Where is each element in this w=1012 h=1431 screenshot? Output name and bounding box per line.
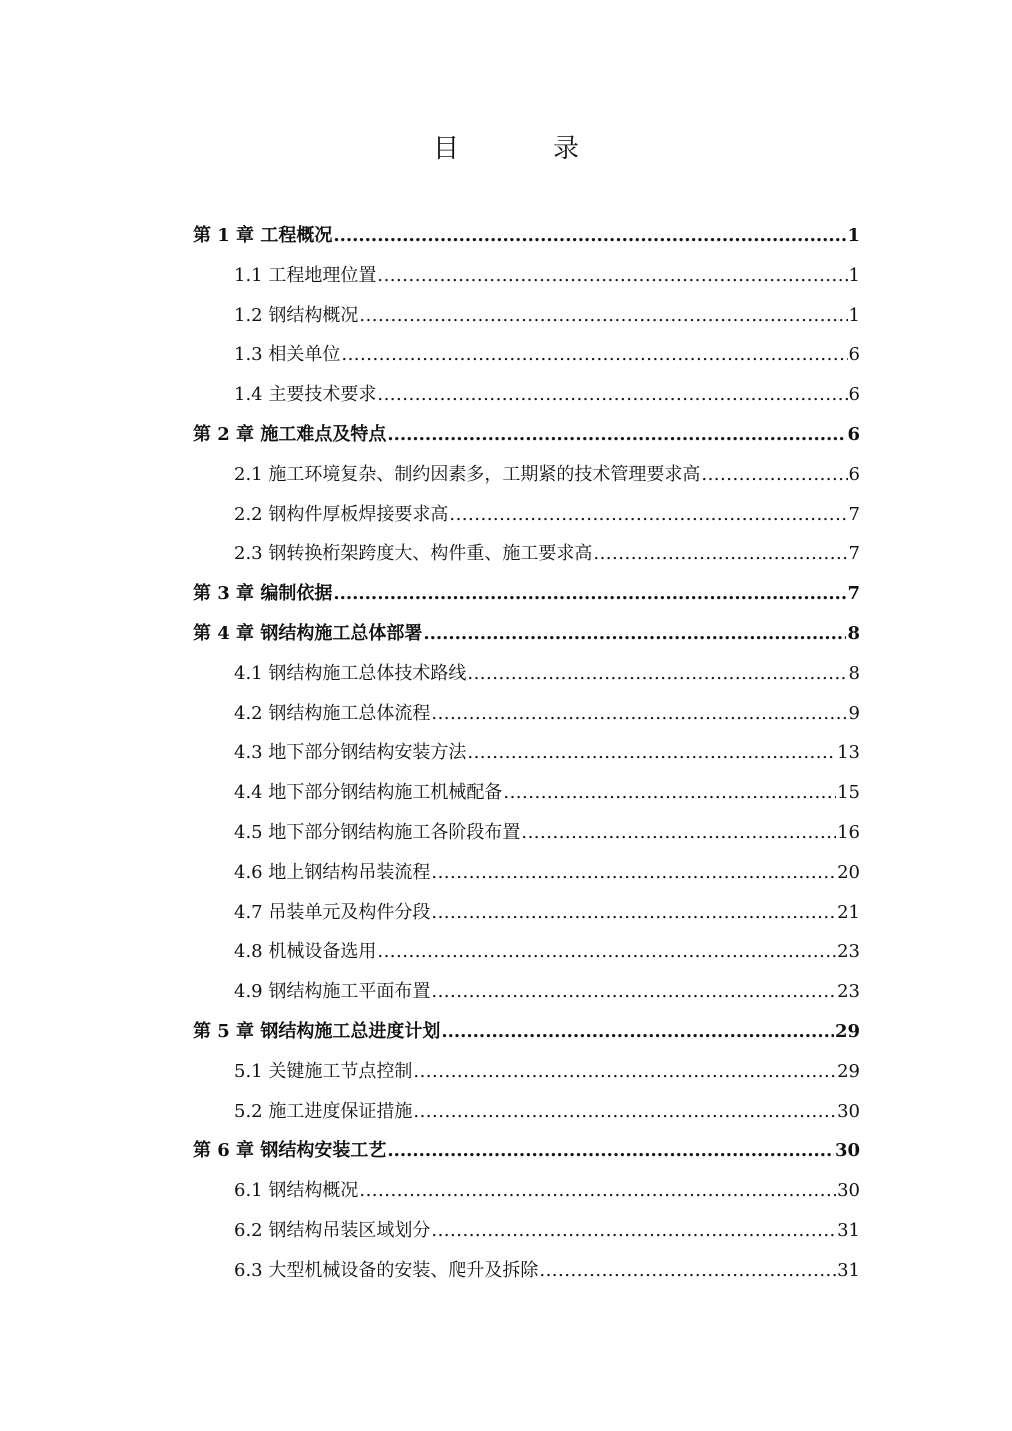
toc-section-entry[interactable] [234, 656, 860, 692]
toc-section-entry[interactable] [234, 258, 860, 294]
toc-page-number: 23 [837, 981, 860, 1003]
toc-entry-label: 4.3 地下部分钢结构安装方法 [234, 742, 467, 764]
toc-entry-label: 4.8 机械设备选用 [234, 941, 377, 963]
toc-entry-label: 6.1 钢结构概况 [234, 1180, 359, 1202]
toc-section-entry[interactable] [234, 337, 860, 373]
toc-leader-dots [701, 457, 847, 493]
toc-page-number: 31 [837, 1259, 860, 1281]
toc-entry-label: 4.5 地下部分钢结构施工各阶段布置 [234, 822, 521, 843]
toc-leader-dots [431, 974, 836, 1010]
toc-page-number: 30 [834, 1140, 860, 1162]
toc-entry-label: 4.2 钢结构施工总体流程 [234, 702, 431, 724]
toc-leader-dots [539, 1253, 836, 1289]
toc-leader-dots [333, 576, 846, 612]
toc-leader-dots [593, 536, 847, 572]
toc-leader-dots [333, 218, 846, 254]
toc-leader-dots [431, 895, 836, 931]
toc-page-number: 6 [847, 424, 860, 445]
toc-page-number: 16 [837, 822, 860, 843]
toc-section-entry[interactable] [234, 815, 860, 851]
toc-section-entry[interactable] [234, 1253, 860, 1289]
toc-page-number: 1 [847, 225, 860, 246]
toc-entry-label: 第 6 章 钢结构安装工艺 [193, 1140, 387, 1162]
toc-leader-dots [431, 696, 847, 732]
toc-section-entry[interactable] [234, 536, 860, 572]
toc-page-number: 15 [837, 782, 860, 804]
toc-section-entry[interactable] [234, 1213, 860, 1249]
toc-page-number: 13 [837, 742, 860, 764]
toc-entry-label: 5.1 关键施工节点控制 [234, 1060, 413, 1082]
toc-chapter-entry[interactable] [193, 1014, 860, 1050]
toc-chapter-entry[interactable] [193, 417, 860, 453]
toc-entry-label: 4.1 钢结构施工总体技术路线 [234, 662, 467, 684]
toc-entry-label: 第 4 章 钢结构施工总体部署 [193, 623, 423, 644]
toc-page-number: 1 [848, 304, 860, 326]
toc-page-number: 6 [848, 384, 860, 406]
toc-section-entry[interactable] [234, 735, 860, 771]
toc-page-number: 29 [834, 1021, 860, 1042]
toc-leader-dots [431, 1213, 836, 1249]
toc-page-number: 7 [848, 503, 860, 525]
toc-section-entry[interactable] [234, 1173, 860, 1209]
toc-entry-label: 第 3 章 编制依据 [193, 583, 333, 605]
toc-page-number: 8 [847, 623, 860, 644]
toc-entry-label: 1.4 主要技术要求 [234, 384, 377, 406]
toc-entry-label: 2.2 钢构件厚板焊接要求高 [234, 503, 449, 525]
page-title: 目 录 [432, 134, 613, 164]
toc-page-number: 21 [837, 901, 860, 923]
toc-entry-label: 1.2 钢结构概况 [234, 304, 359, 326]
toc-entry-label: 第 5 章 钢结构施工总进度计划 [193, 1021, 441, 1042]
toc-leader-dots [431, 855, 836, 891]
toc-entry-label: 5.2 施工进度保证措施 [234, 1100, 413, 1122]
toc-page-number: 6 [848, 344, 860, 366]
toc-entry-label: 第 2 章 施工难点及特点 [193, 424, 387, 445]
toc-page-number: 1 [848, 264, 860, 286]
toc-leader-dots [449, 497, 847, 533]
toc-page-number: 7 [848, 543, 860, 565]
toc-entry-label: 4.6 地上钢结构吊装流程 [234, 861, 431, 883]
toc-chapter-entry[interactable] [193, 576, 860, 612]
toc-leader-dots [413, 1054, 836, 1090]
toc-entry-label: 2.3 钢转换桁架跨度大、构件重、施工要求高 [234, 543, 593, 565]
toc-entry-label: 1.1 工程地理位置 [234, 264, 377, 286]
toc-page-number: 30 [837, 1180, 860, 1202]
toc-leader-dots [377, 258, 847, 294]
toc-section-entry[interactable] [234, 1054, 860, 1090]
toc-leader-dots [521, 815, 836, 851]
toc-section-entry[interactable] [234, 497, 860, 533]
toc-entry-label: 6.2 钢结构吊装区域划分 [234, 1220, 431, 1241]
toc-section-entry[interactable] [234, 934, 860, 970]
toc-section-entry[interactable] [234, 457, 860, 493]
toc-leader-dots [387, 1133, 834, 1169]
toc-section-entry[interactable] [234, 775, 860, 811]
toc-page-number: 31 [837, 1220, 860, 1241]
toc-chapter-entry[interactable] [193, 218, 860, 254]
toc-page-number: 20 [837, 861, 860, 883]
toc-section-entry[interactable] [234, 895, 860, 931]
toc-leader-dots [359, 1173, 836, 1209]
toc-leader-dots [377, 934, 836, 970]
toc-page-number: 29 [837, 1060, 860, 1082]
toc-entry-label: 4.7 吊装单元及构件分段 [234, 901, 431, 923]
toc-page-number: 7 [847, 583, 860, 605]
toc-leader-dots [423, 616, 846, 652]
toc-leader-dots [467, 656, 847, 692]
toc-entry-label: 4.9 钢结构施工平面布置 [234, 981, 431, 1003]
toc-leader-dots [413, 1094, 836, 1130]
toc-leader-dots [341, 337, 847, 373]
toc-entry-label: 2.1 施工环境复杂、制约因素多，工期紧的技术管理要求高 [234, 463, 701, 485]
toc-page-number: 30 [837, 1100, 860, 1122]
toc-section-entry[interactable] [234, 974, 860, 1010]
toc-entry-label: 4.4 地下部分钢结构施工机械配备 [234, 782, 503, 804]
toc-section-entry[interactable] [234, 298, 860, 334]
toc-section-entry[interactable] [234, 696, 860, 732]
toc-entry-label: 第 1 章 工程概况 [193, 225, 333, 246]
toc-page-number: 8 [848, 662, 860, 684]
toc-leader-dots [503, 775, 836, 811]
toc-page-number: 23 [837, 941, 860, 963]
toc-leader-dots [387, 417, 846, 453]
toc-leader-dots [359, 298, 847, 334]
toc-page-number: 6 [848, 463, 860, 485]
toc-page-number: 9 [848, 702, 860, 724]
toc-leader-dots [441, 1014, 834, 1050]
toc-section-entry[interactable] [234, 1094, 860, 1130]
toc-section-entry[interactable] [234, 377, 860, 413]
toc-chapter-entry[interactable] [193, 616, 860, 652]
toc-chapter-entry[interactable] [193, 1133, 860, 1169]
toc-entry-label: 1.3 相关单位 [234, 344, 341, 366]
toc-leader-dots [377, 377, 847, 413]
toc-leader-dots [467, 735, 836, 771]
toc-section-entry[interactable] [234, 855, 860, 891]
toc-entry-label: 6.3 大型机械设备的安装、爬升及拆除 [234, 1259, 539, 1281]
